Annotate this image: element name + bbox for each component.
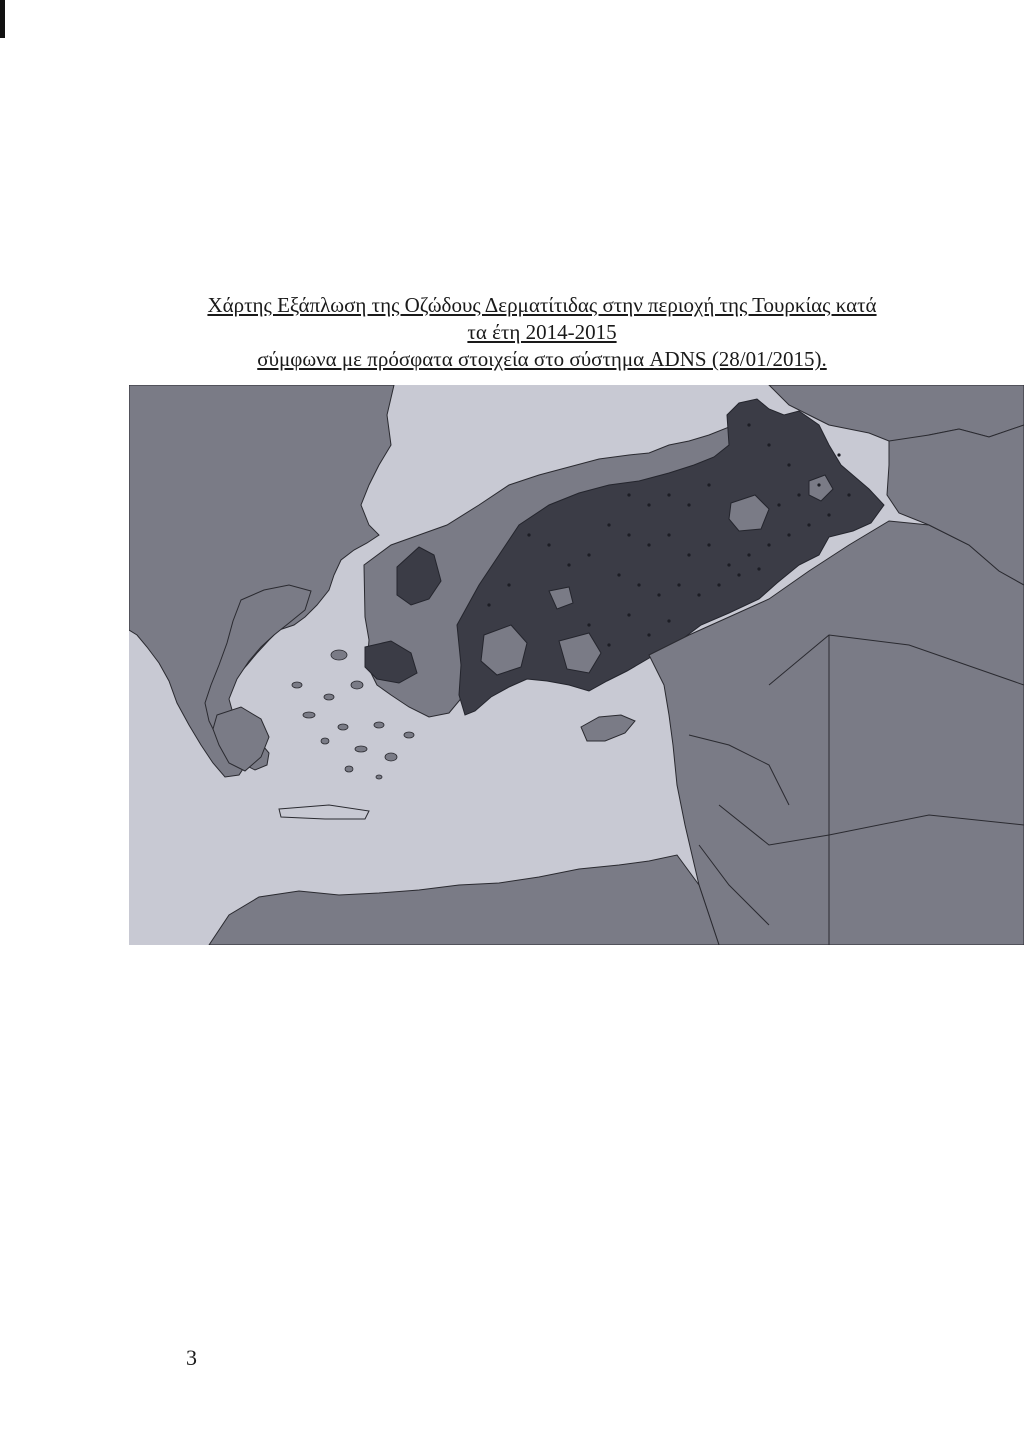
title-line-3: σύμφωνα με πρόσφατα στοιχεία στο σύστημα ADNS (28/01/2015). [257,347,827,371]
map-svg [129,385,1024,945]
title-line-2: τα έτη 2014-2015 [467,320,617,344]
scan-edge-mark [0,0,5,38]
lsd-spread-map [129,385,1024,945]
title-line-1: Χάρτης Εξάπλωση της Οζώδους Δερματίτιδας στην περιοχή της Τουρκίας κατά [207,293,877,317]
page-number: 3 [186,1345,197,1370]
map-title [130,292,954,373]
